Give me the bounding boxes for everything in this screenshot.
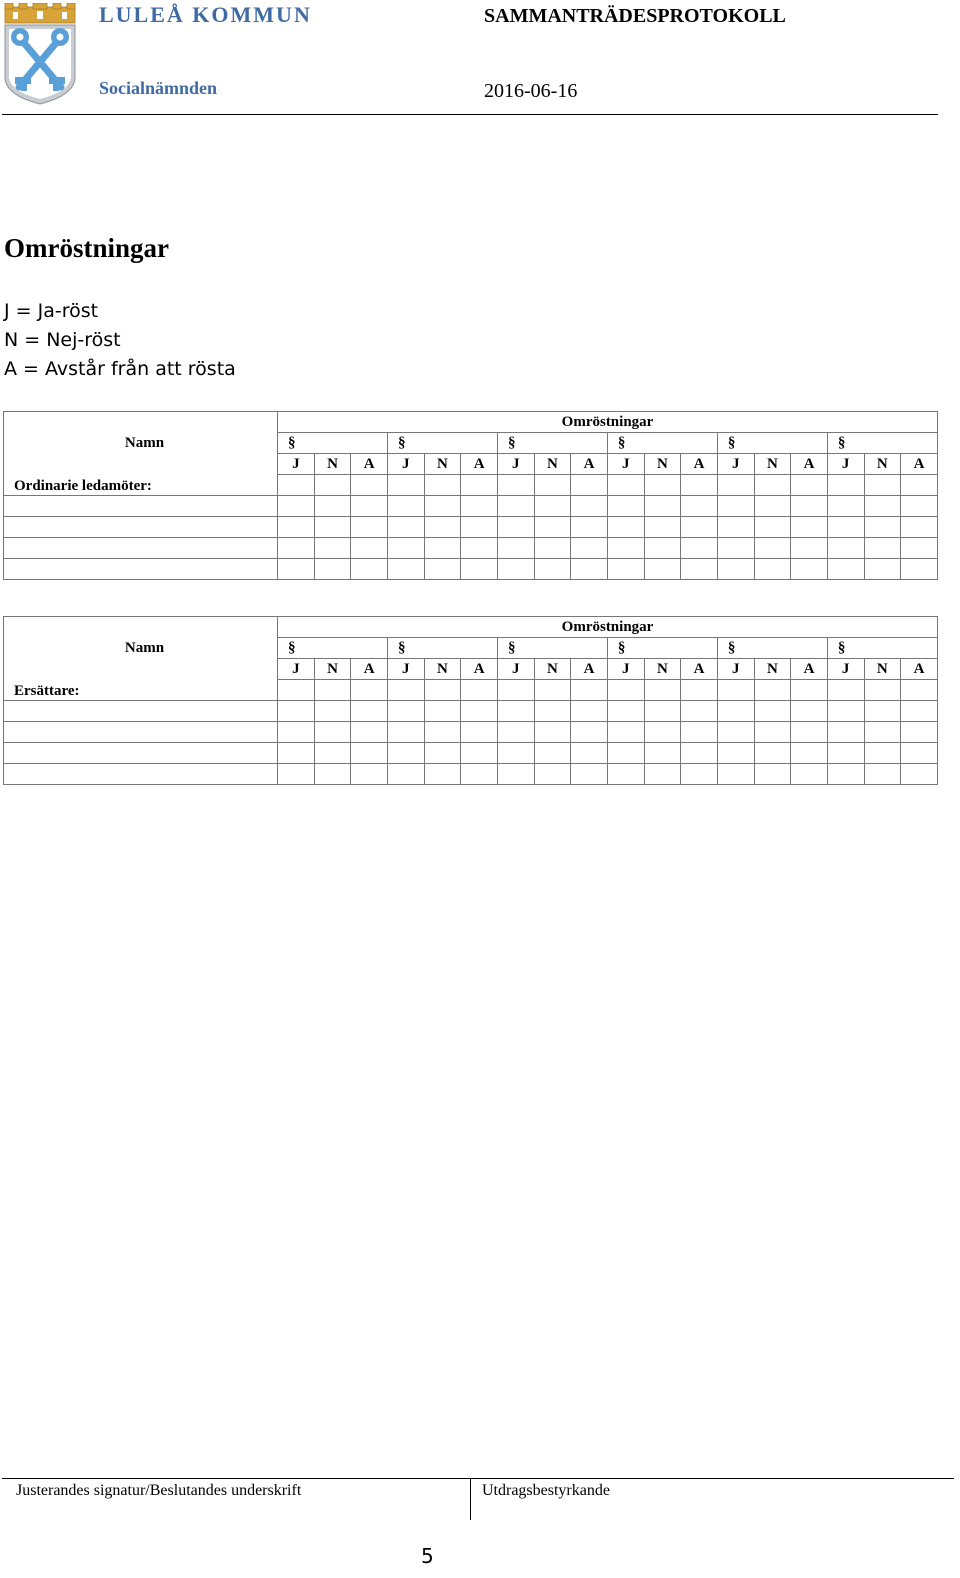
vote-code: A <box>901 454 938 475</box>
vote-cell[interactable] <box>497 743 534 764</box>
vote-cell[interactable] <box>827 701 864 722</box>
vote-cell[interactable] <box>314 475 351 496</box>
vote-cell[interactable] <box>754 722 791 743</box>
vote-cell[interactable] <box>278 743 315 764</box>
vote-code: A <box>791 454 828 475</box>
vote-cell[interactable] <box>424 743 461 764</box>
vote-code: N <box>314 454 351 475</box>
vote-cell[interactable] <box>644 701 681 722</box>
vote-cell[interactable] <box>314 701 351 722</box>
vote-cell[interactable] <box>754 743 791 764</box>
vote-cell[interactable] <box>387 559 424 580</box>
vote-cell[interactable] <box>351 743 388 764</box>
vote-cell[interactable] <box>901 764 938 785</box>
org-name: LULEÅ KOMMUN <box>99 2 312 27</box>
vote-cell[interactable] <box>864 517 901 538</box>
vote-cell[interactable] <box>278 538 315 559</box>
group-label: Ersättare: <box>4 680 278 701</box>
vote-cell[interactable] <box>681 743 718 764</box>
vote-cell[interactable] <box>901 722 938 743</box>
vote-cell[interactable] <box>644 764 681 785</box>
vote-cell[interactable] <box>571 559 608 580</box>
member-name-cell[interactable] <box>4 517 278 538</box>
group-label: Ordinarie ledamöter: <box>4 475 278 496</box>
vote-cell[interactable] <box>424 475 461 496</box>
vote-cell[interactable] <box>901 680 938 701</box>
lulea-coat-of-arms-icon <box>3 3 77 105</box>
vote-code: J <box>827 659 864 680</box>
vote-cell[interactable] <box>387 764 424 785</box>
vote-cell[interactable] <box>681 680 718 701</box>
vote-cell[interactable] <box>571 680 608 701</box>
vote-cell[interactable] <box>387 743 424 764</box>
vote-cell[interactable] <box>754 517 791 538</box>
member-row <box>4 538 938 559</box>
table-title: Omröstningar <box>278 412 938 433</box>
vote-cell[interactable] <box>901 475 938 496</box>
vote-code: N <box>534 659 571 680</box>
vote-cell[interactable] <box>387 680 424 701</box>
member-name-cell[interactable] <box>4 559 278 580</box>
vote-table-ersattare <box>3 616 938 785</box>
vote-code: J <box>717 659 754 680</box>
vote-cell[interactable] <box>314 743 351 764</box>
vote-cell[interactable] <box>461 680 498 701</box>
vote-code: A <box>461 659 498 680</box>
vote-cell[interactable] <box>534 496 571 517</box>
vote-cell[interactable] <box>351 722 388 743</box>
vote-cell[interactable] <box>607 517 644 538</box>
legend-item-nej: N = Nej-röst <box>4 329 121 351</box>
vote-cell[interactable] <box>314 517 351 538</box>
document-date: 2016-06-16 <box>484 80 578 102</box>
member-row <box>4 722 938 743</box>
header-divider <box>2 114 938 115</box>
vote-cell[interactable] <box>607 764 644 785</box>
vote-cell[interactable] <box>497 517 534 538</box>
vote-cell[interactable] <box>314 764 351 785</box>
vote-cell[interactable] <box>864 680 901 701</box>
vote-cell[interactable] <box>571 764 608 785</box>
vote-cell[interactable] <box>571 743 608 764</box>
vote-cell[interactable] <box>497 496 534 517</box>
vote-cell[interactable] <box>864 496 901 517</box>
vote-cell[interactable] <box>607 559 644 580</box>
vote-cell[interactable] <box>717 722 754 743</box>
vote-cell[interactable] <box>827 680 864 701</box>
vote-cell[interactable] <box>644 722 681 743</box>
vote-cell[interactable] <box>424 559 461 580</box>
vote-cell[interactable] <box>314 680 351 701</box>
paragraph-mark[interactable]: § <box>497 638 607 659</box>
vote-table-ordinarie <box>3 411 938 580</box>
vote-cell[interactable] <box>534 764 571 785</box>
vote-cell[interactable] <box>681 517 718 538</box>
paragraph-mark[interactable]: § <box>607 638 717 659</box>
vote-legend <box>4 297 236 384</box>
vote-cell[interactable] <box>571 722 608 743</box>
vote-cell[interactable] <box>278 722 315 743</box>
vote-cell[interactable] <box>461 475 498 496</box>
vote-cell[interactable] <box>534 680 571 701</box>
paragraph-mark[interactable]: § <box>827 638 937 659</box>
paragraph-mark[interactable]: § <box>387 433 497 454</box>
vote-code: J <box>827 454 864 475</box>
paragraph-mark[interactable]: § <box>717 433 827 454</box>
vote-cell[interactable] <box>791 722 828 743</box>
vote-cell[interactable] <box>791 475 828 496</box>
vote-cell[interactable] <box>827 538 864 559</box>
vote-code: A <box>351 454 388 475</box>
signature-label: Justerandes signatur/Beslutandes underskrift <box>16 1482 302 1499</box>
vote-cell[interactable] <box>644 743 681 764</box>
vote-cell[interactable] <box>754 538 791 559</box>
vote-cell[interactable] <box>314 722 351 743</box>
vote-cell[interactable] <box>497 538 534 559</box>
vote-code: A <box>681 659 718 680</box>
vote-cell[interactable] <box>827 517 864 538</box>
vote-cell[interactable] <box>534 517 571 538</box>
table-title-row <box>4 617 938 638</box>
vote-cell[interactable] <box>461 701 498 722</box>
vote-cell[interactable] <box>717 496 754 517</box>
vote-code: N <box>754 659 791 680</box>
vote-code: A <box>791 659 828 680</box>
member-name-cell[interactable] <box>4 538 278 559</box>
paragraph-mark[interactable]: § <box>827 433 937 454</box>
vote-cell[interactable] <box>827 559 864 580</box>
vote-cell[interactable] <box>387 517 424 538</box>
vote-cell[interactable] <box>901 559 938 580</box>
vote-code: N <box>864 659 901 680</box>
vote-cell[interactable] <box>791 496 828 517</box>
vote-cell[interactable] <box>827 496 864 517</box>
vote-cell[interactable] <box>351 559 388 580</box>
vote-cell[interactable] <box>424 496 461 517</box>
vote-cell[interactable] <box>607 496 644 517</box>
vote-cell[interactable] <box>461 559 498 580</box>
vote-cell[interactable] <box>497 559 534 580</box>
vote-cell[interactable] <box>717 680 754 701</box>
vote-cell[interactable] <box>827 722 864 743</box>
vote-code: J <box>717 454 754 475</box>
vote-cell[interactable] <box>461 517 498 538</box>
vote-code: A <box>571 659 608 680</box>
vote-cell[interactable] <box>278 764 315 785</box>
member-name-cell[interactable] <box>4 743 278 764</box>
vote-code: N <box>424 659 461 680</box>
vote-cell[interactable] <box>461 496 498 517</box>
paragraph-mark[interactable]: § <box>387 638 497 659</box>
vote-cell[interactable] <box>681 701 718 722</box>
vote-cell[interactable] <box>827 743 864 764</box>
vote-cell[interactable] <box>791 538 828 559</box>
vote-cell[interactable] <box>864 722 901 743</box>
legend-item-avstar: A = Avstår från att rösta <box>4 358 236 380</box>
vote-cell[interactable] <box>424 517 461 538</box>
vote-cell[interactable] <box>387 475 424 496</box>
vote-cell[interactable] <box>607 475 644 496</box>
vote-cell[interactable] <box>351 496 388 517</box>
vote-cell[interactable] <box>351 475 388 496</box>
vote-cell[interactable] <box>901 517 938 538</box>
vote-cell[interactable] <box>387 722 424 743</box>
vote-code: A <box>901 659 938 680</box>
vote-code: J <box>607 659 644 680</box>
paragraph-mark[interactable]: § <box>278 638 388 659</box>
vote-cell[interactable] <box>424 701 461 722</box>
vote-cell[interactable] <box>278 517 315 538</box>
vote-cell[interactable] <box>717 538 754 559</box>
vote-cell[interactable] <box>534 743 571 764</box>
vote-cell[interactable] <box>791 680 828 701</box>
vote-cell[interactable] <box>717 764 754 785</box>
vote-cell[interactable] <box>607 701 644 722</box>
vote-cell[interactable] <box>754 475 791 496</box>
vote-cell[interactable] <box>314 538 351 559</box>
member-row <box>4 764 938 785</box>
vote-cell[interactable] <box>827 764 864 785</box>
footer-divider <box>2 1478 954 1479</box>
vote-cell[interactable] <box>681 764 718 785</box>
vote-code: N <box>534 454 571 475</box>
group-label-row <box>4 475 938 496</box>
vote-code: J <box>278 659 315 680</box>
vote-cell[interactable] <box>901 701 938 722</box>
vote-code: J <box>387 454 424 475</box>
vote-cell[interactable] <box>864 743 901 764</box>
vote-code: J <box>387 659 424 680</box>
vote-cell[interactable] <box>901 538 938 559</box>
vote-cell[interactable] <box>717 701 754 722</box>
vote-cell[interactable] <box>644 680 681 701</box>
vote-cell[interactable] <box>791 701 828 722</box>
vote-cell[interactable] <box>607 538 644 559</box>
vote-cell[interactable] <box>571 538 608 559</box>
member-row <box>4 559 938 580</box>
vote-cell[interactable] <box>717 517 754 538</box>
table-title: Omröstningar <box>278 617 938 638</box>
vote-cell[interactable] <box>901 496 938 517</box>
name-column-header: Namn <box>4 412 278 475</box>
name-column-header: Namn <box>4 617 278 680</box>
vote-cell[interactable] <box>864 559 901 580</box>
vote-cell[interactable] <box>534 559 571 580</box>
vote-code: J <box>607 454 644 475</box>
member-row <box>4 517 938 538</box>
vote-cell[interactable] <box>864 701 901 722</box>
vote-cell[interactable] <box>351 680 388 701</box>
vote-cell[interactable] <box>534 701 571 722</box>
vote-cell[interactable] <box>791 559 828 580</box>
vote-cell[interactable] <box>351 701 388 722</box>
vote-cell[interactable] <box>534 475 571 496</box>
vote-cell[interactable] <box>497 475 534 496</box>
member-name-cell[interactable] <box>4 701 278 722</box>
vote-cell[interactable] <box>754 701 791 722</box>
vote-cell[interactable] <box>571 701 608 722</box>
vote-cell[interactable] <box>571 496 608 517</box>
footer-column-divider <box>470 1478 471 1520</box>
paragraph-mark[interactable]: § <box>278 433 388 454</box>
vote-cell[interactable] <box>351 764 388 785</box>
legend-item-ja: J = Ja-röst <box>4 300 99 322</box>
table-title-row <box>4 412 938 433</box>
vote-cell[interactable] <box>497 764 534 785</box>
group-label-row <box>4 680 938 701</box>
vote-cell[interactable] <box>351 538 388 559</box>
vote-cell[interactable] <box>607 722 644 743</box>
vote-cell[interactable] <box>571 517 608 538</box>
vote-cell[interactable] <box>314 496 351 517</box>
vote-cell[interactable] <box>681 496 718 517</box>
vote-cell[interactable] <box>681 538 718 559</box>
vote-cell[interactable] <box>754 496 791 517</box>
member-name-cell[interactable] <box>4 496 278 517</box>
vote-cell[interactable] <box>791 517 828 538</box>
member-row <box>4 743 938 764</box>
vote-cell[interactable] <box>424 538 461 559</box>
vote-cell[interactable] <box>534 722 571 743</box>
vote-cell[interactable] <box>278 496 315 517</box>
vote-cell[interactable] <box>387 701 424 722</box>
section-title: Omröstningar <box>4 233 169 263</box>
vote-cell[interactable] <box>717 743 754 764</box>
vote-cell[interactable] <box>424 722 461 743</box>
vote-cell[interactable] <box>644 559 681 580</box>
vote-cell[interactable] <box>864 538 901 559</box>
member-row <box>4 701 938 722</box>
paragraph-mark[interactable]: § <box>607 433 717 454</box>
vote-cell[interactable] <box>387 538 424 559</box>
vote-cell[interactable] <box>681 722 718 743</box>
vote-cell[interactable] <box>754 559 791 580</box>
vote-code: N <box>644 454 681 475</box>
vote-cell[interactable] <box>278 680 315 701</box>
vote-cell[interactable] <box>278 475 315 496</box>
vote-code: A <box>461 454 498 475</box>
vote-cell[interactable] <box>827 475 864 496</box>
member-name-cell[interactable] <box>4 722 278 743</box>
member-row <box>4 496 938 517</box>
vote-cell[interactable] <box>461 722 498 743</box>
member-name-cell[interactable] <box>4 764 278 785</box>
vote-cell[interactable] <box>681 475 718 496</box>
vote-cell[interactable] <box>461 743 498 764</box>
vote-code: N <box>864 454 901 475</box>
vote-cell[interactable] <box>754 764 791 785</box>
vote-cell[interactable] <box>314 559 351 580</box>
vote-cell[interactable] <box>791 764 828 785</box>
vote-cell[interactable] <box>571 475 608 496</box>
vote-code: J <box>497 659 534 680</box>
vote-code: A <box>571 454 608 475</box>
vote-code: J <box>278 454 315 475</box>
vote-cell[interactable] <box>278 559 315 580</box>
vote-cell[interactable] <box>278 701 315 722</box>
vote-cell[interactable] <box>644 496 681 517</box>
vote-cell[interactable] <box>607 680 644 701</box>
vote-cell[interactable] <box>717 559 754 580</box>
department-name: Socialnämnden <box>99 78 218 98</box>
paragraph-mark[interactable]: § <box>717 638 827 659</box>
vote-cell[interactable] <box>644 517 681 538</box>
vote-cell[interactable] <box>424 764 461 785</box>
page-number: 5 <box>421 1544 434 1568</box>
vote-code: N <box>424 454 461 475</box>
vote-cell[interactable] <box>424 680 461 701</box>
vote-cell[interactable] <box>681 559 718 580</box>
vote-cell[interactable] <box>387 496 424 517</box>
vote-code: A <box>351 659 388 680</box>
vote-cell[interactable] <box>461 764 498 785</box>
vote-cell[interactable] <box>901 743 938 764</box>
vote-code: N <box>644 659 681 680</box>
vote-cell[interactable] <box>497 722 534 743</box>
vote-cell[interactable] <box>717 475 754 496</box>
vote-cell[interactable] <box>351 517 388 538</box>
vote-code: N <box>754 454 791 475</box>
vote-cell[interactable] <box>497 701 534 722</box>
vote-cell[interactable] <box>864 764 901 785</box>
vote-cell[interactable] <box>791 743 828 764</box>
vote-cell[interactable] <box>754 680 791 701</box>
vote-cell[interactable] <box>644 538 681 559</box>
vote-cell[interactable] <box>534 538 571 559</box>
vote-code: J <box>497 454 534 475</box>
vote-cell[interactable] <box>644 475 681 496</box>
paragraph-mark[interactable]: § <box>497 433 607 454</box>
vote-cell[interactable] <box>497 680 534 701</box>
vote-cell[interactable] <box>607 743 644 764</box>
certification-label: Utdragsbestyrkande <box>482 1482 610 1499</box>
vote-cell[interactable] <box>461 538 498 559</box>
vote-code: A <box>681 454 718 475</box>
vote-code: N <box>314 659 351 680</box>
vote-cell[interactable] <box>864 475 901 496</box>
document-type: SAMMANTRÄDESPROTOKOLL <box>484 5 786 27</box>
